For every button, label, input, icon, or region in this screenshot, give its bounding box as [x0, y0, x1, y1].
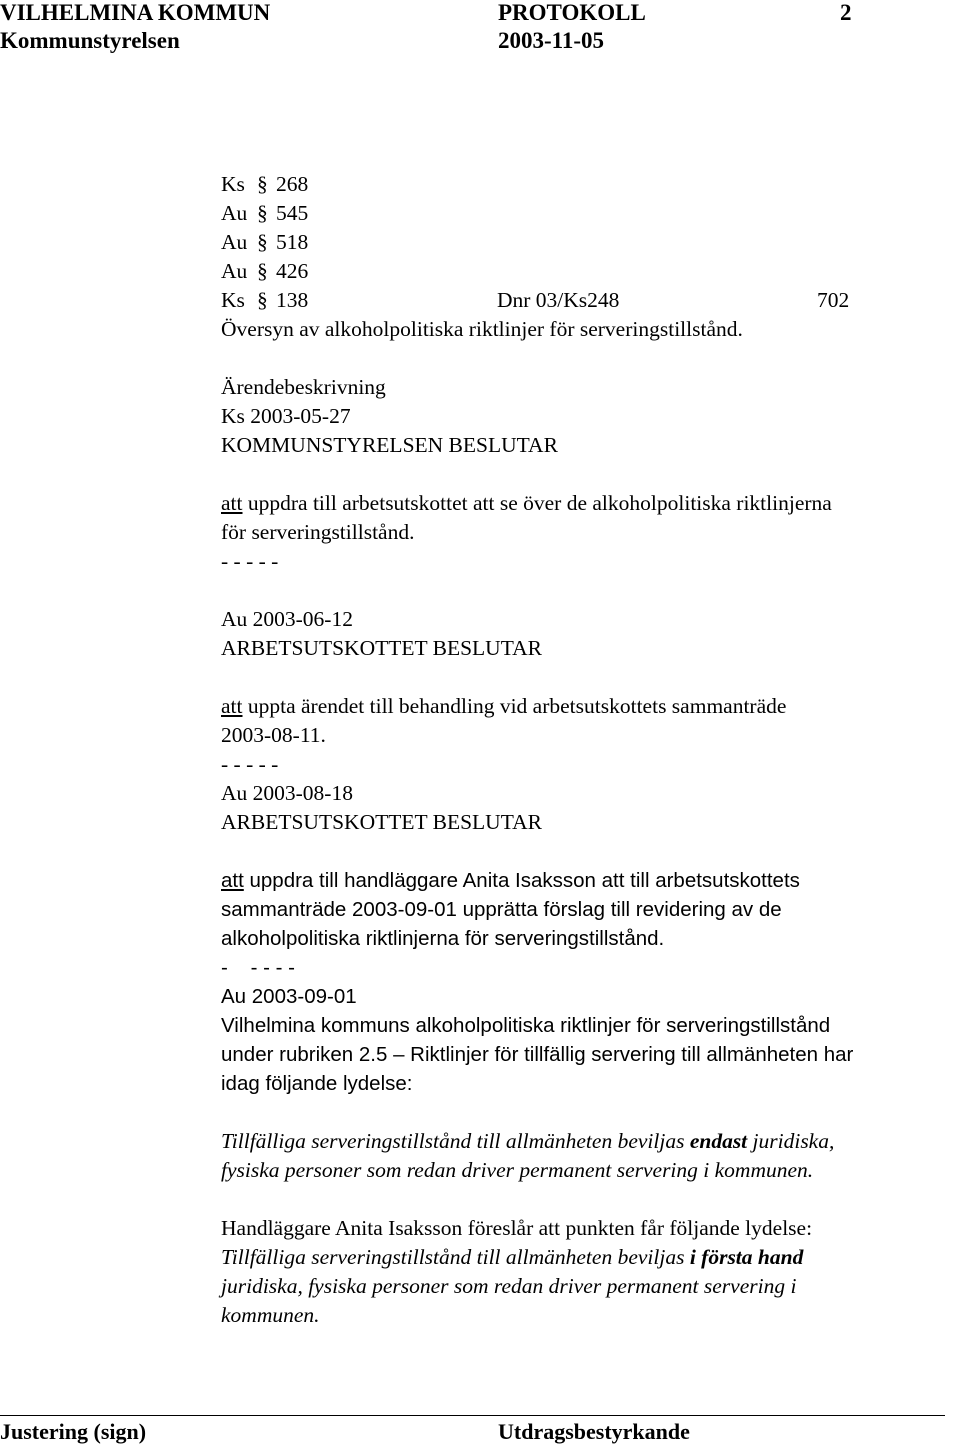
att-keyword: att	[221, 694, 243, 718]
reference-row	[221, 286, 957, 315]
footer-utdragsbestyrkande: Utdragsbestyrkande	[498, 1419, 690, 1444]
proposal-emphasis: i första hand	[689, 1245, 804, 1269]
current-rule-line-1	[221, 1127, 957, 1156]
ref-org: Ks	[221, 172, 245, 196]
ks-meeting-date: Ks 2003-05-27	[221, 404, 351, 428]
proposal-line-3: kommunen.	[221, 1303, 320, 1327]
au-meeting-date: Au 2003-06-12	[221, 607, 353, 631]
current-rule-emphasis: endast	[689, 1129, 748, 1153]
ref-number: 268	[276, 172, 309, 196]
au-meeting-date: Au 2003-08-18	[221, 781, 353, 805]
reference-row	[221, 257, 957, 286]
header-date: 2003-11-05	[498, 28, 605, 53]
att-keyword: att	[221, 869, 244, 892]
decision-1-text: uppdra till arbetsutskottet att se över de alkoholpolitiska riktlinjerna	[242, 491, 832, 515]
section-sign: §	[257, 201, 268, 225]
diary-number: Dnr 03/Ks248	[497, 288, 620, 312]
section-sign: §	[257, 230, 268, 254]
decision-3-text: uppdra till handläggare Anita Isaksson att till arbetsutskottets	[243, 869, 800, 892]
proposal-line-2: juridiska, fysiska personer som redan driver permanent servering i	[221, 1274, 797, 1298]
header-page-number: 2	[840, 0, 852, 25]
proposal-line-1	[221, 1243, 957, 1272]
decision-1-line-1	[221, 489, 957, 518]
proposal-intro: Handläggare Anita Isaksson föreslår att punkten får följande lydelse:	[221, 1216, 813, 1240]
ref-org: Ks	[221, 288, 245, 312]
separator: - - - - -	[221, 549, 279, 573]
current-rule-intro-2: under rubriken 2.5 – Riktlinjer för tillfällig servering till allmänheten har	[221, 1043, 854, 1066]
header-org: VILHELMINA KOMMUN	[0, 0, 271, 25]
reference-row	[221, 228, 957, 257]
header-doc-type: PROTOKOLL	[498, 0, 646, 25]
current-rule-text-a: Tillfälliga serveringstillstånd till allmänheten beviljas	[221, 1129, 690, 1153]
ref-number: 138	[276, 288, 309, 312]
subject-line: Översyn av alkoholpolitiska riktlinjer för serveringstillstånd.	[221, 317, 743, 341]
ref-org: Au	[221, 201, 248, 225]
section-sign: §	[257, 259, 268, 283]
decision-2-text: uppta ärendet till behandling vid arbetsutskottets sammanträde	[242, 694, 787, 718]
ks-decision-heading: KOMMUNSTYRELSEN BESLUTAR	[221, 433, 558, 457]
current-rule-intro-1: Vilhelmina kommuns alkoholpolitiska riktlinjer för serveringstillstånd	[221, 1014, 831, 1037]
separator: - - - - -	[221, 752, 279, 776]
ref-org: Au	[221, 230, 248, 254]
reference-list	[221, 170, 957, 315]
proposal-text-a: Tillfälliga serveringstillstånd till allmänheten beviljas	[221, 1245, 690, 1269]
ref-number: 426	[276, 259, 309, 283]
protocol-body	[221, 170, 957, 1330]
reference-row	[221, 199, 957, 228]
ref-number: 518	[276, 230, 309, 254]
current-rule-intro-3: idag följande lydelse:	[221, 1072, 413, 1095]
header-body: Kommunstyrelsen	[0, 28, 180, 53]
footer-justering: Justering (sign)	[0, 1419, 147, 1444]
reference-row	[221, 170, 957, 199]
decision-2-line-1	[221, 692, 957, 721]
decision-1-line-2: för serveringstillstånd.	[221, 520, 415, 544]
au-decision-heading: ARBETSUTSKOTTET BESLUTAR	[221, 636, 542, 660]
decision-3-line-1	[221, 866, 957, 895]
document-number: 702	[817, 288, 850, 312]
current-rule-line-2: fysiska personer som redan driver permanent servering i kommunen.	[221, 1158, 814, 1182]
section-sign: §	[257, 172, 268, 196]
ref-org: Au	[221, 259, 248, 283]
au-decision-heading: ARBETSUTSKOTTET BESLUTAR	[221, 810, 542, 834]
ref-number: 545	[276, 201, 309, 225]
description-heading: Ärendebeskrivning	[221, 375, 386, 399]
separator: - - - - -	[221, 956, 296, 979]
decision-2-line-2: 2003-08-11.	[221, 723, 326, 747]
current-rule-text-c: juridiska,	[747, 1129, 835, 1153]
decision-3-line-3: alkoholpolitiska riktlinjerna för serveringstillstånd.	[221, 927, 665, 950]
att-keyword: att	[221, 491, 243, 515]
footer-divider	[0, 1415, 945, 1416]
decision-3-line-2: sammanträde 2003-09-01 upprätta förslag till revidering av de	[221, 898, 782, 921]
au-meeting-date: Au 2003-09-01	[221, 985, 357, 1008]
section-sign: §	[257, 288, 268, 312]
